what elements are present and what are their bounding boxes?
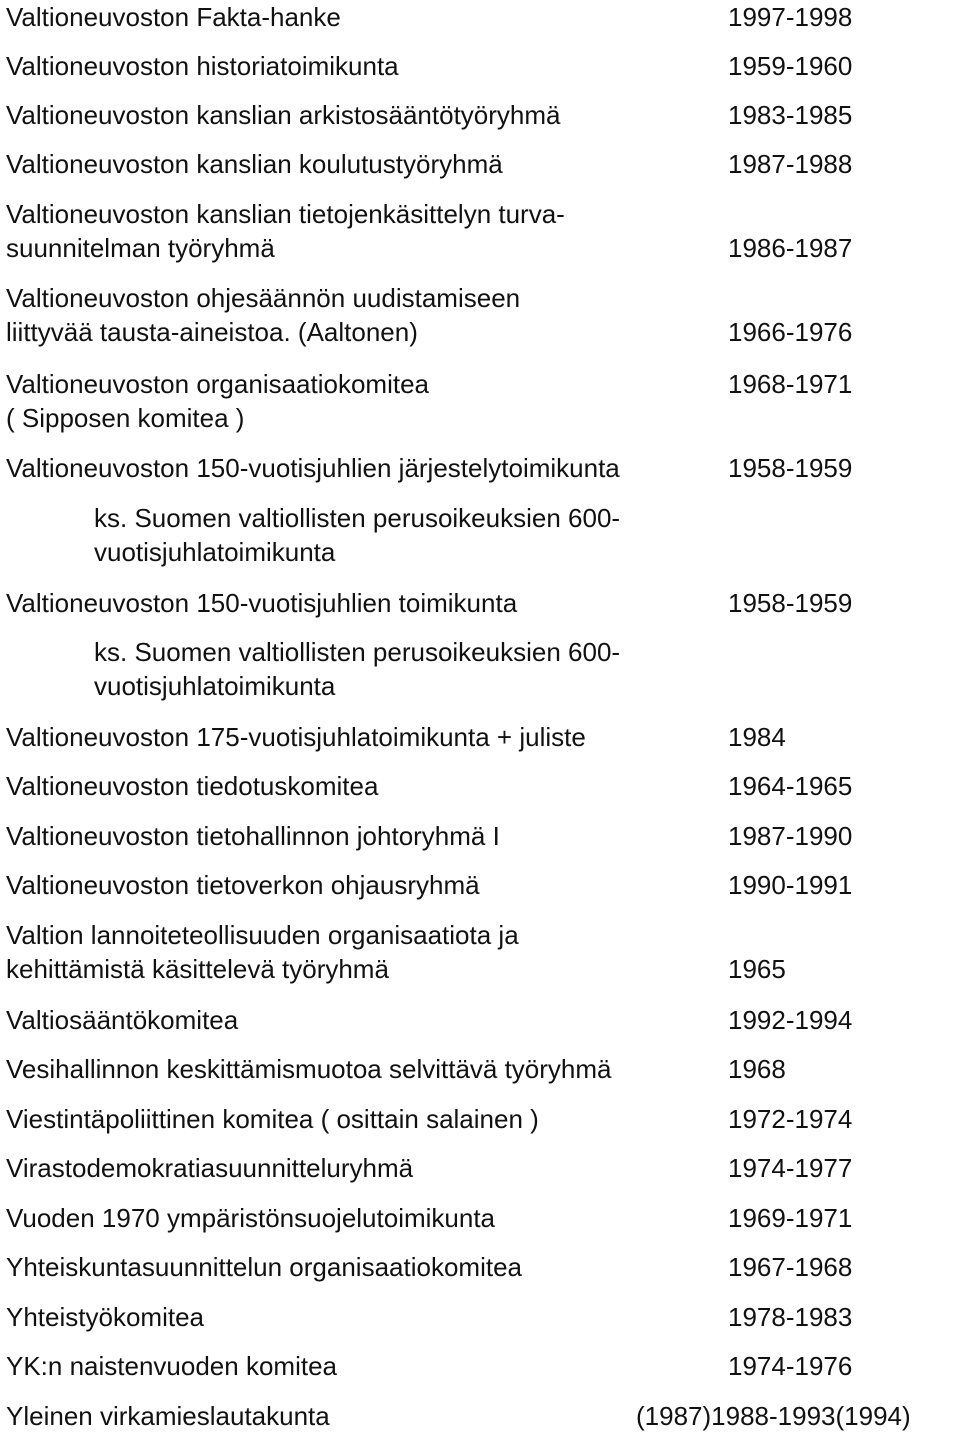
entry-name: Valtioneuvoston historiatoimikunta [6,51,399,81]
entry-name: Valtioneuvoston tietoverkon ohjausryhmä [6,870,480,900]
entry-years: 1958-1959 [728,453,853,483]
entry-name: Valtioneuvoston 150-vuotisjuhlien järjestelytoimikunta [6,453,620,483]
entry-name: Vuoden 1970 ympäristönsuojelutoimikunta [6,1203,496,1233]
entry-years: 1967-1968 [728,1252,853,1282]
entry-reference-line1: ks. Suomen valtiollisten perusoikeuksien 600- [94,503,621,533]
entry-name: Valtioneuvoston 175-vuotisjuhlatoimikunta + juliste [6,722,586,752]
entry-years: 1990-1991 [728,870,853,900]
entry-years: 1966-1976 [728,317,853,347]
entry-years: 1974-1976 [728,1351,853,1381]
entry-name: Vesihallinnon keskittämismuotoa selvittävä työryhmä [6,1054,612,1084]
entry-name-line2: liittyvää tausta-aineistoa. (Aaltonen) [6,317,418,347]
entry-years: 1997-1998 [728,2,853,32]
entry-years: 1968-1971 [728,369,853,399]
entry-years: 1987-1990 [728,821,853,851]
entry-years: 1987-1988 [728,149,853,179]
entry-years: 1968 [728,1054,786,1084]
entry-name: Valtioneuvoston kanslian koulutustyöryhmä [6,149,503,179]
entry-name-line1: Valtioneuvoston kanslian tietojenkäsittelyn turva- [6,199,565,229]
entry-years: 1974-1977 [728,1153,853,1183]
entry-years: 1984 [728,722,786,752]
entry-name: Valtioneuvoston Fakta-hanke [6,2,341,32]
entry-name: Valtioneuvoston tietohallinnon johtoryhmä I [6,821,500,851]
entry-years: 1958-1959 [728,588,853,618]
entry-name: YK:n naistenvuoden komitea [6,1351,337,1381]
entry-years: 1965 [728,954,786,984]
entry-name-line1: Valtioneuvoston organisaatiokomitea [6,369,430,399]
entry-name: Valtioneuvoston tiedotuskomitea [6,771,379,801]
entry-name: Viestintäpoliittinen komitea ( osittain salainen ) [6,1104,539,1134]
entry-years: 1978-1983 [728,1302,853,1332]
entry-years: (1987)1988-1993(1994) [636,1401,911,1431]
entry-name: Virastodemokratiasuunnitteluryhmä [6,1153,414,1183]
entry-name: Valtioneuvoston kanslian arkistosääntötyöryhmä [6,100,561,130]
entry-years: 1983-1985 [728,100,853,130]
entry-years: 1972-1974 [728,1104,853,1134]
entry-name-line1: Valtioneuvoston ohjesäännön uudistamiseen [6,283,521,313]
entry-reference-line2: vuotisjuhlatoimikunta [94,537,336,567]
entry-name-line2: kehittämistä käsittelevä työryhmä [6,954,389,984]
entry-name: Valtioneuvoston 150-vuotisjuhlien toimikunta [6,588,518,618]
entry-name: Yhteiskuntasuunnittelun organisaatiokomitea [6,1252,523,1282]
entry-years: 1969-1971 [728,1203,853,1233]
entry-years: 1964-1965 [728,771,853,801]
entry-name-line2: ( Sipposen komitea ) [6,403,245,433]
entry-years: 1986-1987 [728,233,853,263]
entry-name: Valtiosääntökomitea [6,1005,239,1035]
entry-name: Yhteistyökomitea [6,1302,204,1332]
entry-name-line1: Valtion lannoiteteollisuuden organisaatiota ja [6,920,519,950]
entry-years: 1992-1994 [728,1005,853,1035]
entry-name: Yleinen virkamieslautakunta [6,1401,330,1431]
entry-reference-line1: ks. Suomen valtiollisten perusoikeuksien 600- [94,637,621,667]
entry-reference-line2: vuotisjuhlatoimikunta [94,671,336,701]
entry-years: 1959-1960 [728,51,853,81]
entry-name-line2: suunnitelman työryhmä [6,233,275,263]
